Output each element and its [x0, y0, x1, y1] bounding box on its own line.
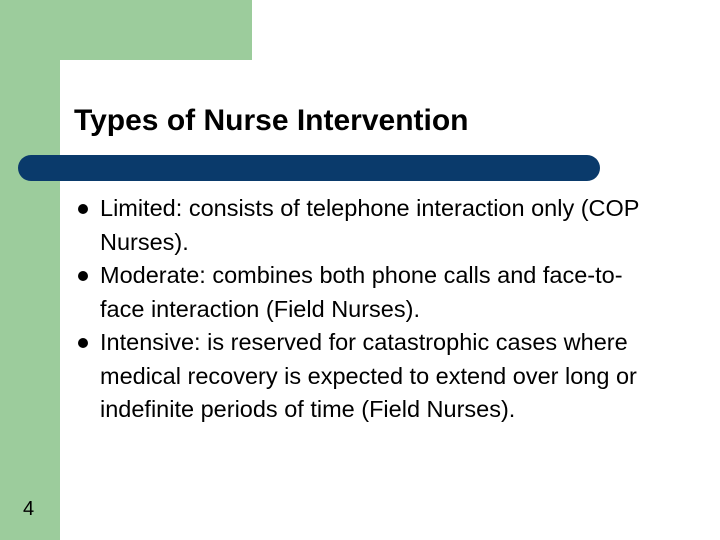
- bullet-item-moderate: [72, 259, 662, 326]
- page-number: 4: [23, 498, 35, 520]
- slide-title: Types of Nurse Intervention: [74, 104, 469, 137]
- bullet-text: Moderate: combines both phone calls and face-to-face interaction (Field Nurses).: [100, 262, 623, 322]
- bullet-dot-icon: [78, 338, 88, 348]
- left-green-frame: [0, 0, 60, 540]
- bullet-item-intensive: [72, 326, 662, 427]
- bullet-dot-icon: [78, 204, 88, 214]
- bullet-item-limited: [72, 192, 662, 259]
- bullet-list: [72, 192, 662, 427]
- bullet-text: Intensive: is reserved for catastrophic cases where medical recovery is expected to extend over long or indefinite periods of time (Field Nurses).: [100, 329, 637, 422]
- bullet-dot-icon: [78, 271, 88, 281]
- bullet-text: Limited: consists of telephone interaction only (COP Nurses).: [100, 195, 640, 255]
- top-green-frame: [0, 0, 252, 60]
- title-underline-bar: [18, 155, 600, 181]
